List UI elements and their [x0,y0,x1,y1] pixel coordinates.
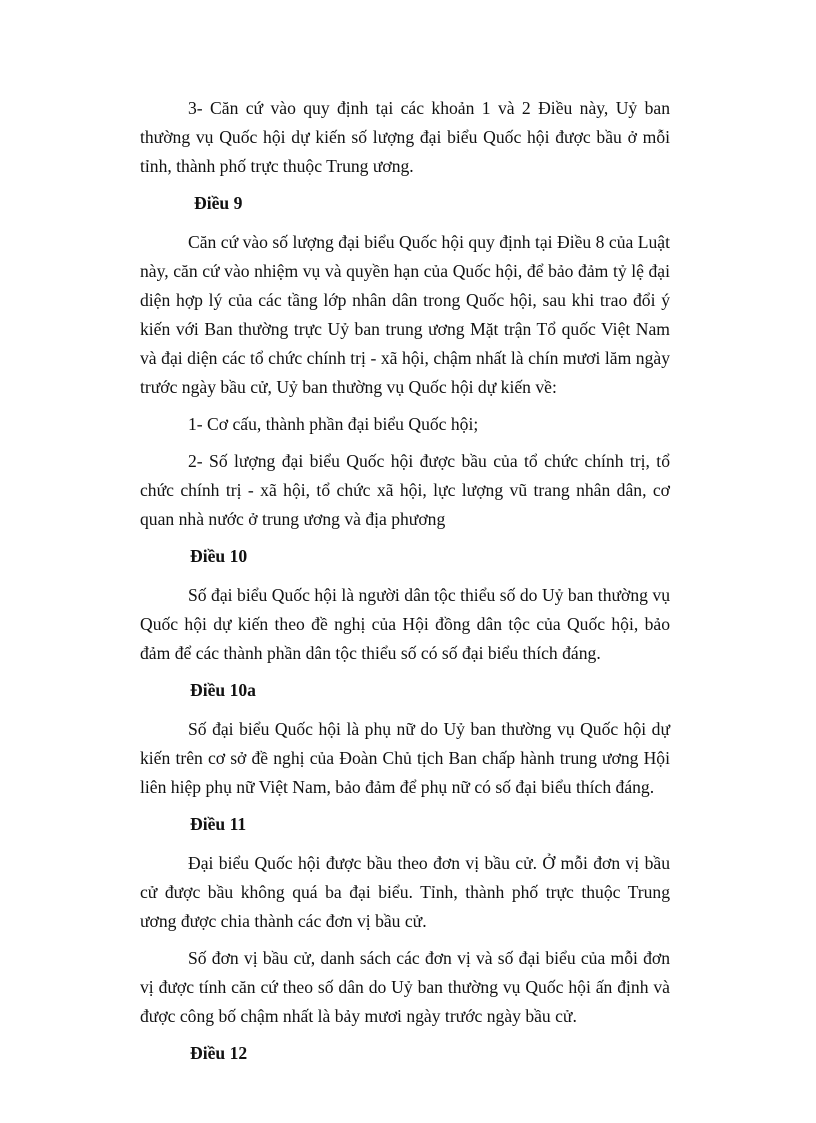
paragraph-article-10a: Số đại biểu Quốc hội là phụ nữ do Uỷ ban thường vụ Quốc hội dự kiến trên cơ sở đề nghị của Đoàn Chủ tịch Ban chấp hành trung ương Hội liên hiệp phụ nữ Việt Nam, bảo đảm để phụ nữ có số đại biểu thích đáng. [140,719,670,797]
paragraph-article-9-item-1: 1- Cơ cấu, thành phần đại biểu Quốc hội; [188,414,479,434]
heading-article-12: Điều 12 [190,1043,248,1063]
document-body [140,94,670,1078]
paragraph-article-8-clause-3: 3- Căn cứ vào quy định tại các khoản 1 và 2 Điều này, Uỷ ban thường vụ Quốc hội dự kiến số lượng đại biểu Quốc hội được bầu ở mỗi tỉnh, thành phố trực thuộc Trung ương. [140,98,670,176]
paragraph-article-11-part-1: Đại biểu Quốc hội được bầu theo đơn vị bầu cử. Ở mỗi đơn vị bầu cử được bầu không quá ba đại biểu. Tỉnh, thành phố trực thuộc Trung ương được chia thành các đơn vị bầu cử. [140,853,670,931]
paragraph-article-11-part-2: Số đơn vị bầu cử, danh sách các đơn vị và số đại biểu của mỗi đơn vị được tính căn cứ theo số dân do Uỷ ban thường vụ Quốc hội ấn định và được công bố chậm nhất là bảy mươi ngày trước ngày bầu cử. [140,948,670,1026]
heading-article-10a: Điều 10a [190,680,256,700]
paragraph-article-9-item-2: 2- Số lượng đại biểu Quốc hội được bầu của tổ chức chính trị, tổ chức chính trị - xã hội, tổ chức xã hội, lực lượng vũ trang nhân dân, cơ quan nhà nước ở trung ương và địa phương [140,451,670,529]
heading-article-11: Điều 11 [190,814,247,834]
heading-article-9: Điều 9 [194,193,243,213]
heading-article-10: Điều 10 [190,546,248,566]
paragraph-article-9-intro: Căn cứ vào số lượng đại biểu Quốc hội quy định tại Điều 8 của Luật này, căn cứ vào nhiệm vụ và quyền hạn của Quốc hội, để bảo đảm tỷ lệ đại diện hợp lý của các tầng lớp nhân dân trong Quốc hội, sau khi trao đổi ý kiến với Ban thường trực Uỷ ban trung ương Mặt trận Tổ quốc Việt Nam và đại diện các tổ chức chính trị - xã hội, chậm nhất là chín mươi lăm ngày trước ngày bầu cử, Uỷ ban thường vụ Quốc hội dự kiến về: [140,232,670,397]
paragraph-article-10: Số đại biểu Quốc hội là người dân tộc thiểu số do Uỷ ban thường vụ Quốc hội dự kiến theo đề nghị của Hội đồng dân tộc của Quốc hội, bảo đảm để các thành phần dân tộc thiểu số có số đại biểu thích đáng. [140,585,670,663]
